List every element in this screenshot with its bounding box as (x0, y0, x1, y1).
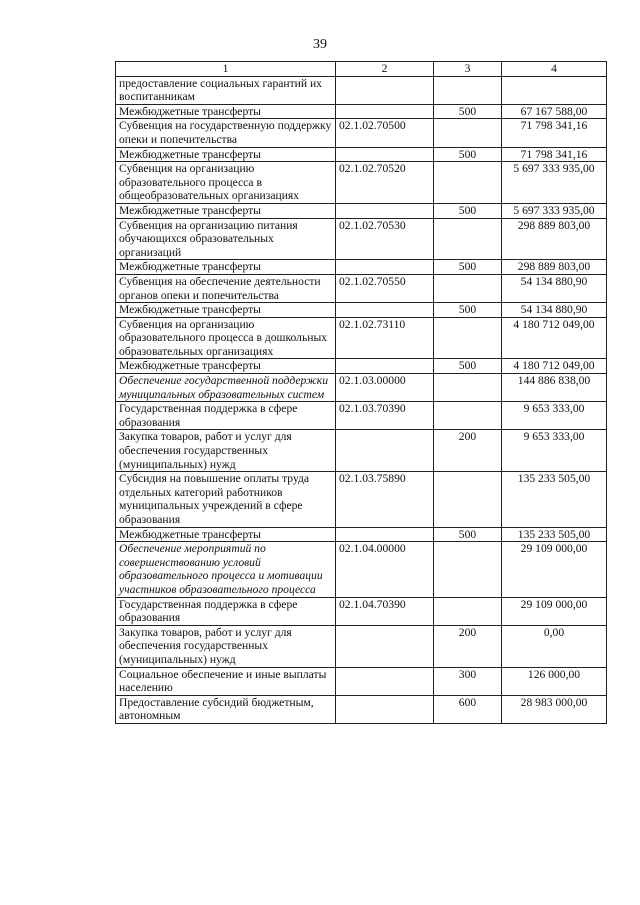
row-kind (434, 472, 502, 527)
row-amount: 29 109 000,00 (502, 542, 607, 597)
row-kind (434, 542, 502, 597)
row-kind (434, 374, 502, 402)
row-kind (434, 119, 502, 147)
table-row (116, 218, 607, 260)
row-kind: 200 (434, 625, 502, 667)
row-name: Субвенция на организацию образовательного процесса в дошкольных образовательных организациях (116, 317, 336, 359)
row-amount: 5 697 333 935,00 (502, 203, 607, 218)
table-row (116, 430, 607, 472)
row-name: Закупка товаров, работ и услуг для обеспечения государственных (муниципальных) нужд (116, 430, 336, 472)
row-code: 02.1.03.75890 (336, 472, 434, 527)
row-code (336, 430, 434, 472)
row-name: Обеспечение государственной поддержки муниципальных образовательных систем (116, 374, 336, 402)
table-row (116, 303, 607, 318)
row-amount: 71 798 341,16 (502, 147, 607, 162)
row-kind: 500 (434, 147, 502, 162)
row-amount: 54 134 880,90 (502, 303, 607, 318)
column-header-kind: 3 (434, 62, 502, 77)
row-name: Субсидия на повышение оплаты труда отдельных категорий работников муниципальных учреждений в сфере образования (116, 472, 336, 527)
row-amount: 71 798 341,16 (502, 119, 607, 147)
header-row (116, 62, 607, 77)
row-kind: 300 (434, 667, 502, 695)
row-name: предоставление социальных гарантий их воспитанникам (116, 76, 336, 104)
row-kind: 500 (434, 359, 502, 374)
row-code (336, 667, 434, 695)
row-kind: 500 (434, 104, 502, 119)
table-row (116, 402, 607, 430)
table-row (116, 542, 607, 597)
row-amount: 4 180 712 049,00 (502, 317, 607, 359)
table-row (116, 104, 607, 119)
row-name: Межбюджетные трансферты (116, 359, 336, 374)
row-name: Межбюджетные трансферты (116, 260, 336, 275)
row-name: Межбюджетные трансферты (116, 303, 336, 318)
row-code (336, 203, 434, 218)
row-amount: 135 233 505,00 (502, 472, 607, 527)
row-name: Социальное обеспечение и иные выплаты населению (116, 667, 336, 695)
row-amount: 298 889 803,00 (502, 218, 607, 260)
table-row (116, 203, 607, 218)
row-amount: 4 180 712 049,00 (502, 359, 607, 374)
row-code: 02.1.02.70520 (336, 162, 434, 204)
row-kind: 500 (434, 303, 502, 318)
row-name: Предоставление субсидий бюджетным, автономным (116, 695, 336, 723)
row-amount: 0,00 (502, 625, 607, 667)
row-code: 02.1.02.70530 (336, 218, 434, 260)
row-name: Субвенция на организацию образовательного процесса в общеобразовательных организациях (116, 162, 336, 204)
row-code: 02.1.04.00000 (336, 542, 434, 597)
row-name: Государственная поддержка в сфере образования (116, 597, 336, 625)
row-amount: 5 697 333 935,00 (502, 162, 607, 204)
row-code (336, 303, 434, 318)
row-kind: 500 (434, 260, 502, 275)
row-kind: 500 (434, 527, 502, 542)
row-name: Межбюджетные трансферты (116, 527, 336, 542)
row-kind: 200 (434, 430, 502, 472)
row-amount (502, 76, 607, 104)
row-kind (434, 162, 502, 204)
row-code (336, 260, 434, 275)
row-kind (434, 317, 502, 359)
row-code: 02.1.02.73110 (336, 317, 434, 359)
row-code (336, 625, 434, 667)
row-amount: 144 886 838,00 (502, 374, 607, 402)
row-code (336, 359, 434, 374)
row-name: Субвенция на государственную поддержку опеки и попечительства (116, 119, 336, 147)
row-code: 02.1.04.70390 (336, 597, 434, 625)
table-row (116, 274, 607, 302)
table-row (116, 374, 607, 402)
row-amount: 135 233 505,00 (502, 527, 607, 542)
row-code (336, 104, 434, 119)
table-row (116, 527, 607, 542)
table-row (116, 162, 607, 204)
row-amount: 29 109 000,00 (502, 597, 607, 625)
row-kind: 500 (434, 203, 502, 218)
table-body (116, 76, 607, 723)
row-name: Субвенция на обеспечение деятельности органов опеки и попечительства (116, 274, 336, 302)
row-name: Государственная поддержка в сфере образования (116, 402, 336, 430)
row-code: 02.1.03.70390 (336, 402, 434, 430)
row-kind: 600 (434, 695, 502, 723)
table-row (116, 260, 607, 275)
row-kind (434, 402, 502, 430)
row-name: Закупка товаров, работ и услуг для обеспечения государственных (муниципальных) нужд (116, 625, 336, 667)
table-row (116, 147, 607, 162)
table-row (116, 317, 607, 359)
column-header-code: 2 (336, 62, 434, 77)
column-header-name: 1 (116, 62, 336, 77)
row-code: 02.1.03.00000 (336, 374, 434, 402)
row-amount: 126 000,00 (502, 667, 607, 695)
row-code (336, 147, 434, 162)
table-row (116, 472, 607, 527)
column-header-amount: 4 (502, 62, 607, 77)
table-row (116, 667, 607, 695)
budget-table (115, 61, 607, 724)
row-code: 02.1.02.70550 (336, 274, 434, 302)
row-code (336, 695, 434, 723)
row-kind (434, 76, 502, 104)
row-kind (434, 218, 502, 260)
table-row (116, 76, 607, 104)
row-kind (434, 597, 502, 625)
row-name: Межбюджетные трансферты (116, 147, 336, 162)
row-amount: 54 134 880,90 (502, 274, 607, 302)
table-header (116, 62, 607, 77)
row-code (336, 527, 434, 542)
row-code (336, 76, 434, 104)
page-number: 39 (313, 37, 327, 52)
row-amount: 9 653 333,00 (502, 402, 607, 430)
row-name: Субвенция на организацию питания обучающихся образовательных организаций (116, 218, 336, 260)
row-code: 02.1.02.70500 (336, 119, 434, 147)
table-row (116, 625, 607, 667)
row-amount: 67 167 588,00 (502, 104, 607, 119)
table-row (116, 597, 607, 625)
table-row (116, 695, 607, 723)
table-row (116, 359, 607, 374)
row-kind (434, 274, 502, 302)
row-name: Межбюджетные трансферты (116, 104, 336, 119)
row-amount: 28 983 000,00 (502, 695, 607, 723)
table-row (116, 119, 607, 147)
row-name: Обеспечение мероприятий по совершенствованию условий образовательного процесса и мотивации участников образовательного процесса (116, 542, 336, 597)
row-amount: 9 653 333,00 (502, 430, 607, 472)
row-name: Межбюджетные трансферты (116, 203, 336, 218)
row-amount: 298 889 803,00 (502, 260, 607, 275)
